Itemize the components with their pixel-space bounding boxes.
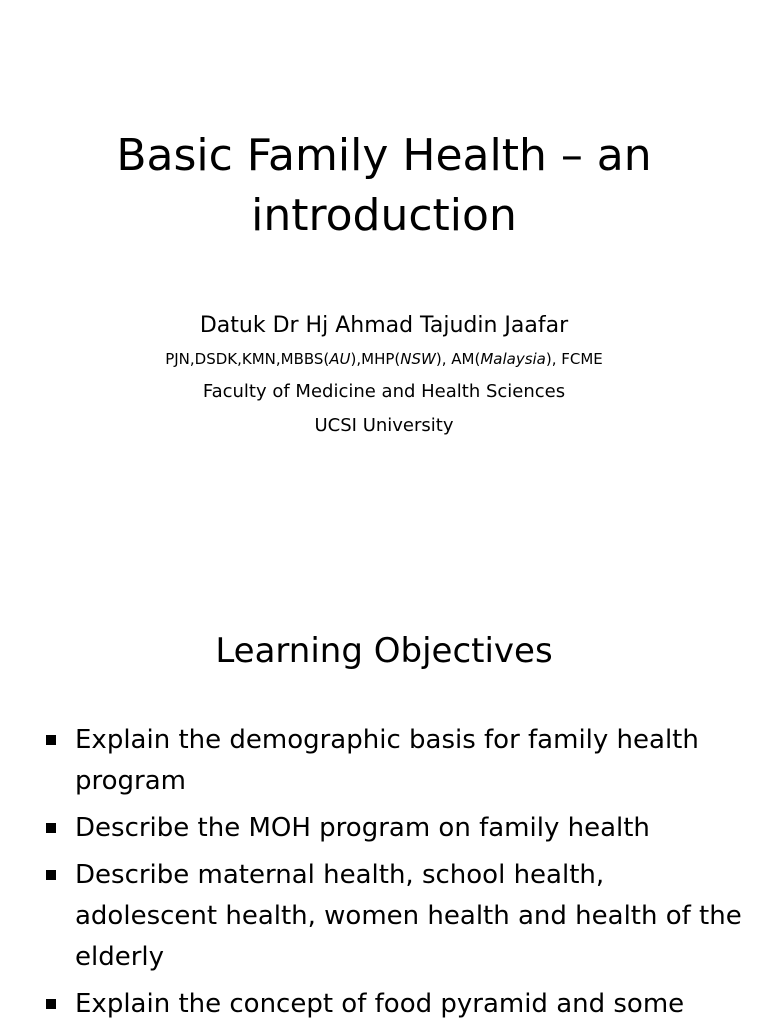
- credentials-text: ), FCME: [545, 350, 603, 368]
- slide-title-line-1: Basic Family Health – an: [116, 130, 652, 181]
- university-name: UCSI University: [314, 415, 454, 436]
- objective-text: Explain the demographic basis for family health program: [75, 725, 699, 796]
- objective-item: [44, 984, 744, 1025]
- faculty-name: Faculty of Medicine and Health Sciences: [202, 381, 566, 402]
- objective-item: [44, 720, 744, 802]
- square-bullet-icon: [46, 735, 56, 745]
- learning-objectives-title: Learning Objectives: [215, 631, 553, 671]
- objective-item: [44, 855, 744, 978]
- credentials-text: ), AM(: [435, 350, 481, 368]
- objective-text: Explain the concept of food pyramid and some: [75, 989, 685, 1019]
- slide-title-line-2: introduction: [251, 190, 517, 241]
- objective-item: [44, 808, 744, 849]
- objective-text: Describe maternal health, school health, adolescent health, women health and health of the elderly: [75, 860, 742, 972]
- credentials-text: PJN,DSDK,KMN,MBBS(: [165, 350, 330, 368]
- learning-objectives-slide: [0, 576, 768, 1024]
- square-bullet-icon: [46, 870, 56, 880]
- credentials-au: AU: [329, 350, 351, 368]
- credentials-malaysia: Malaysia: [480, 350, 546, 368]
- objectives-list: [44, 720, 744, 1031]
- author-name: Datuk Dr Hj Ahmad Tajudin Jaafar: [199, 313, 569, 338]
- credentials-text: ),MHP(: [350, 350, 401, 368]
- slide-title: [60, 126, 708, 246]
- credentials-nsw: NSW: [400, 350, 436, 368]
- square-bullet-icon: [46, 999, 56, 1009]
- objective-text: Describe the MOH program on family health: [75, 813, 650, 843]
- square-bullet-icon: [46, 823, 56, 833]
- author-credentials: [0, 347, 768, 371]
